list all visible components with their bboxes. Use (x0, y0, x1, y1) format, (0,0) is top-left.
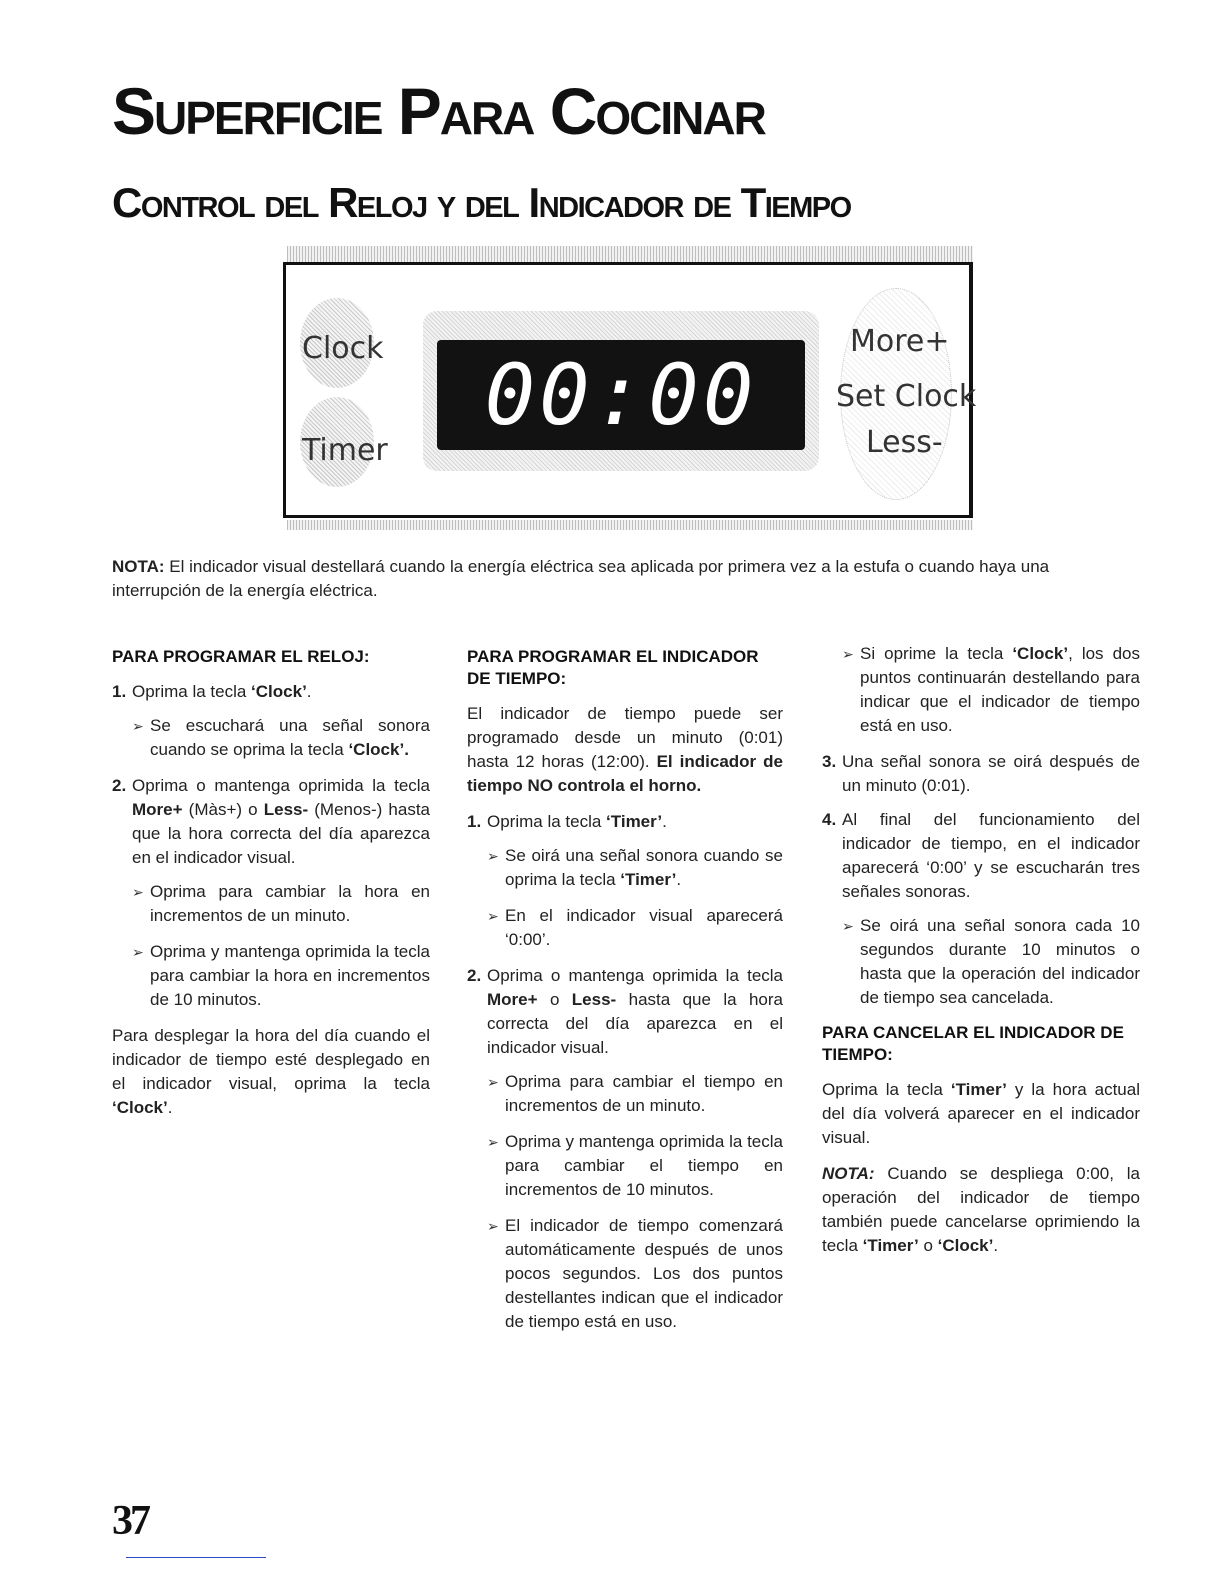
arrowhead-icon: ➢ (132, 884, 144, 900)
step-item (112, 774, 430, 870)
set-clock-key-label: Set Clock (836, 379, 977, 414)
column-set-timer (467, 646, 783, 1346)
step-item (822, 808, 1140, 904)
arrowhead-icon: ➢ (487, 848, 499, 864)
set-clock-heading: PARA PROGRAMAR EL RELOJ: (112, 647, 370, 666)
bullet-text: Se escuchará una señal sonora cuando se oprima la tecla ‘Clock’. (150, 716, 430, 759)
arrowhead-icon: ➢ (842, 918, 854, 934)
column-set-clock (112, 646, 430, 1132)
bullet-item (487, 1070, 783, 1118)
column-timer-continued (822, 642, 1140, 1270)
step-number: 2. (467, 966, 482, 985)
arrowhead-icon: ➢ (132, 718, 144, 734)
bullet-text: Se oirá una señal sonora cuando se oprima la tecla ‘Timer’. (505, 846, 783, 889)
arrowhead-icon: ➢ (487, 1074, 499, 1090)
note-text: El indicador visual destellará cuando la energía eléctrica sea aplicada por primera vez a la estufa o cuando haya una interrupción de la energía eléctrica. (112, 557, 1050, 600)
arrowhead-icon: ➢ (487, 1218, 499, 1234)
cancel-timer-paragraph: Oprima la tecla ‘Timer’ y la hora actual del día volverá aparecer en el indicador visual. (822, 1080, 1140, 1147)
timer-key-label: Timer (302, 433, 388, 468)
step-number: 1. (112, 682, 127, 701)
bullet-item (132, 714, 430, 762)
bullet-text: Oprima para cambiar la hora en incrementos de un minuto. (150, 882, 430, 925)
bullet-item (132, 940, 430, 1012)
clock-key-label: Clock (302, 331, 384, 366)
bullet-text: Oprima para cambiar el tiempo en incrementos de un minuto. (505, 1072, 783, 1115)
step-item (112, 680, 430, 704)
bullet-text: Oprima y mantenga oprimida la tecla para cambiar el tiempo en incrementos de 10 minutos. (505, 1132, 783, 1199)
more-key-label: More+ (850, 324, 950, 359)
bullet-text: Oprima y mantenga oprimida la tecla para cambiar la hora en incrementos de 10 minutos. (150, 942, 430, 1009)
clock-display (437, 340, 805, 450)
section-title: Control del Reloj y del Indicador de Tiempo (112, 179, 851, 226)
bullet-item (487, 1214, 783, 1334)
step-text: Oprima la tecla ‘Timer’. (487, 812, 667, 831)
less-key-label: Less- (866, 425, 943, 460)
bullet-item (842, 914, 1140, 1010)
arrowhead-icon: ➢ (487, 908, 499, 924)
page-number: 37 (112, 1498, 148, 1544)
step-item (467, 810, 783, 834)
step-number: 1. (467, 812, 482, 831)
step-text: Oprima la tecla ‘Clock’. (132, 682, 312, 701)
bullet-item (487, 904, 783, 952)
step-number: 3. (822, 752, 837, 771)
bullet-text: El indicador de tiempo comenzará automáticamente después de unos pocos segundos. Los dos puntos destellantes indican que el indicador de tiempo está en uso. (505, 1216, 783, 1331)
panel-bottom-band (287, 520, 973, 530)
step-text: Oprima o mantenga oprimida la tecla More+ (Màs+) o Less- (Menos-) hasta que la hora correcta del día aparezca en el indicador visual. (132, 776, 430, 867)
step-item (467, 964, 783, 1060)
arrowhead-icon: ➢ (132, 944, 144, 960)
cancel-note-paragraph: NOTA: Cuando se despliega 0:00, la operación del indicador de tiempo también puede cancelarse oprimiendo la tecla ‘Timer’ o ‘Clock’. (822, 1164, 1140, 1255)
bullet-item (487, 1130, 783, 1202)
footer-rule (126, 1557, 266, 1558)
bullet-item (842, 642, 1140, 738)
step-text: Oprima o mantenga oprimida la tecla More+ o Less- hasta que la hora correcta del día aparezca en el indicador visual. (487, 966, 783, 1057)
note-label: NOTA: (112, 557, 165, 576)
step-text: Una señal sonora se oirá después de un minuto (0:01). (842, 752, 1140, 795)
step-item (822, 750, 1140, 798)
cancel-timer-heading: PARA CANCELAR EL INDICADOR DE TIEMPO: (822, 1023, 1124, 1064)
timer-intro: El indicador de tiempo puede ser programado desde un minuto (0:01) hasta 12 horas (12:00). El indicador de tiempo NO controla el horno. (467, 704, 783, 795)
power-note (112, 555, 1142, 603)
bullet-text: Se oirá una señal sonora cada 10 segundos durante 10 minutos o hasta que la operación del indicador de tiempo sea cancelada. (860, 916, 1140, 1007)
page-title: Superficie Para Cocinar (112, 74, 765, 148)
display-digits: 00:00 (484, 346, 758, 444)
bullet-text: Si oprime la tecla ‘Clock’, los dos puntos continuarán destellando para indicar que el indicador de tiempo está en uso. (860, 644, 1140, 735)
step-text: Al final del funcionamiento del indicador de tiempo, en el indicador aparecerá ‘0:00’ y se escucharán tres señales sonoras. (842, 810, 1140, 901)
display-time-paragraph: Para desplegar la hora del día cuando el indicador de tiempo esté desplegado en el indicador visual, oprima la tecla ‘Clock’. (112, 1026, 430, 1117)
arrowhead-icon: ➢ (487, 1134, 499, 1150)
arrowhead-icon: ➢ (842, 646, 854, 662)
set-timer-heading: PARA PROGRAMAR EL INDICADOR DE TIEMPO: (467, 647, 759, 688)
bullet-text: En el indicador visual aparecerá ‘0:00’. (505, 906, 783, 949)
step-number: 2. (112, 776, 127, 795)
cancel-note-label: NOTA: (822, 1164, 875, 1183)
bullet-item (487, 844, 783, 892)
step-number: 4. (822, 810, 837, 829)
bullet-item (132, 880, 430, 928)
